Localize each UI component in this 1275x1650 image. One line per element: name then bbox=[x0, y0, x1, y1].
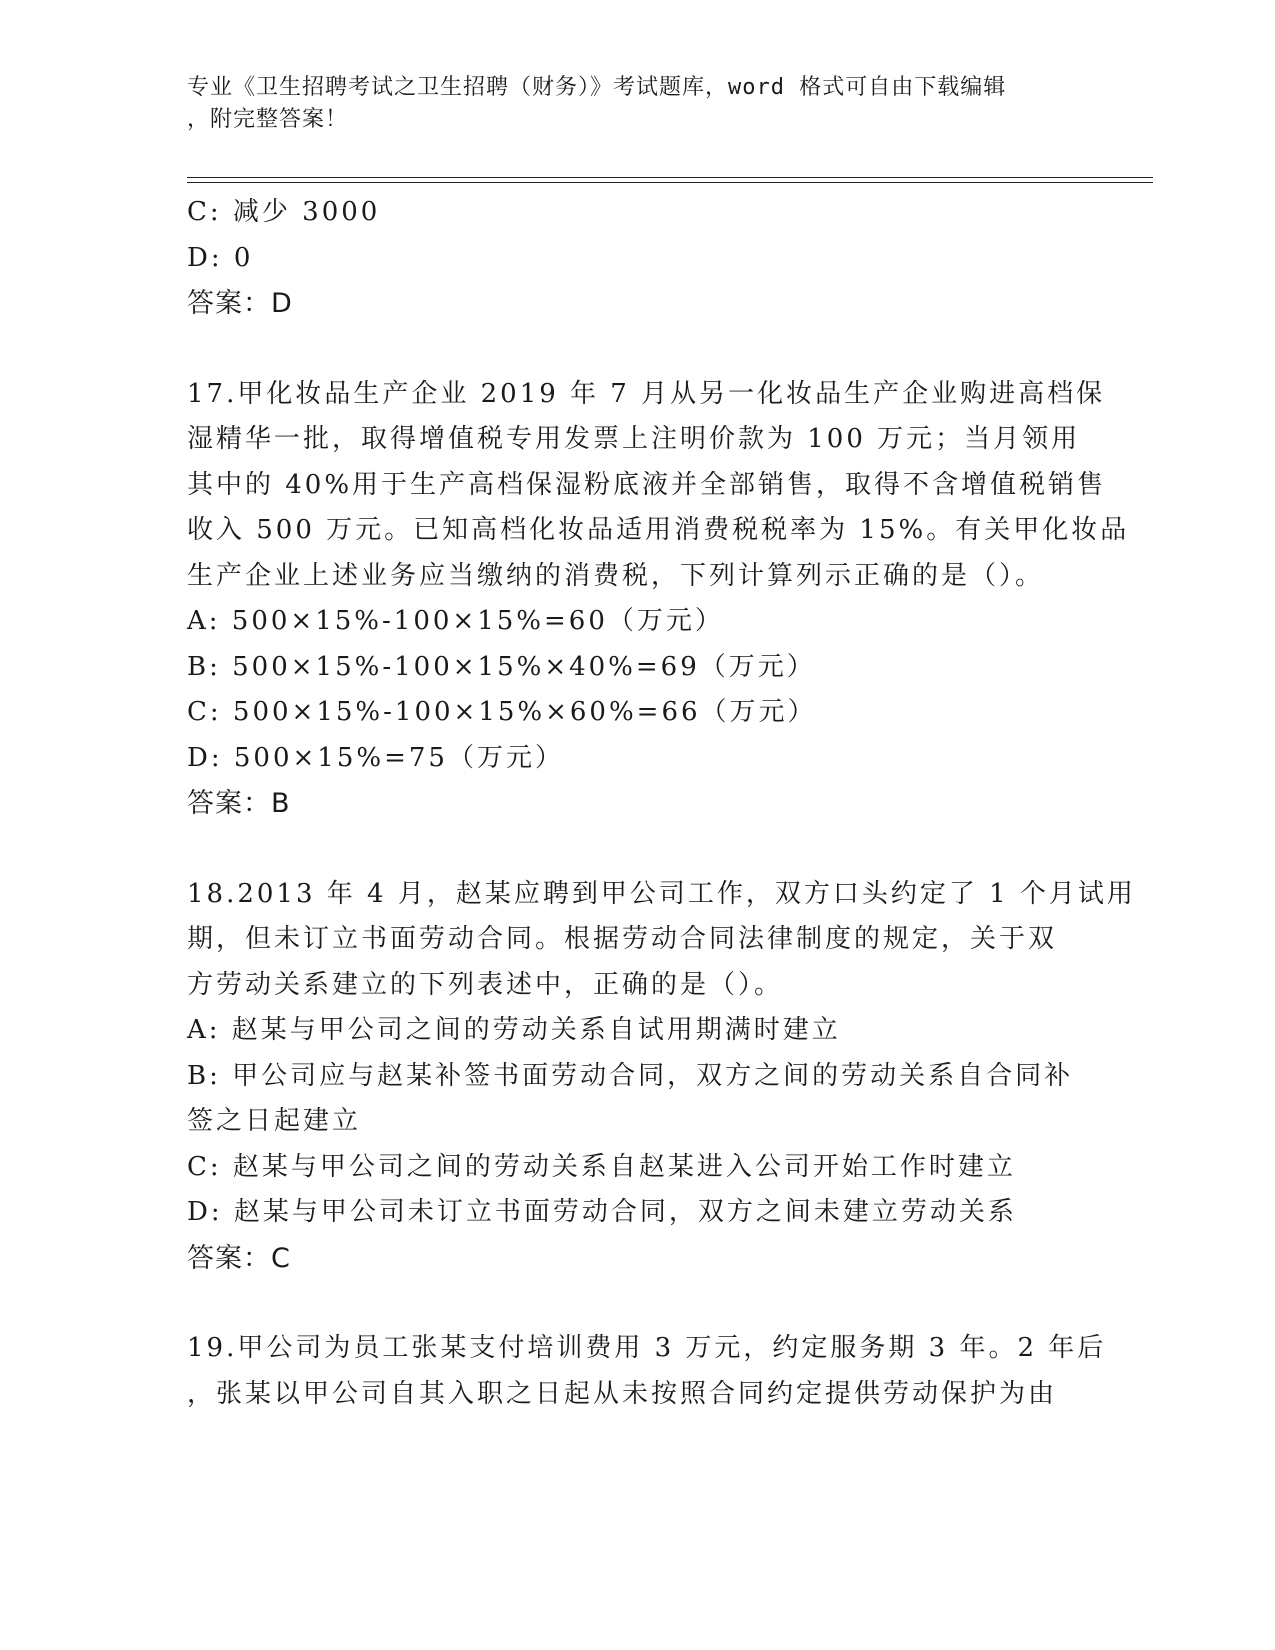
question-stem-line: 17.甲化妆品生产企业 2019 年 7 月从另一化妆品生产企业购进高档保 bbox=[187, 378, 1106, 409]
question-18 bbox=[187, 872, 1136, 1282]
question-stem-line: 收入 500 万元。已知高档化妆品适用消费税税率为 15%。有关甲化妆品 bbox=[187, 515, 1130, 545]
option-c: C: 500×15%-100×15%×60%=66（万元） bbox=[187, 697, 817, 727]
answer-line: 答案：C bbox=[187, 1242, 291, 1274]
option-d: D: 赵某与甲公司未订立书面劳动合同，双方之间未建立劳动关系 bbox=[187, 1197, 1017, 1227]
question-stem-line: 湿精华一批，取得增值税专用发票上注明价款为 100 万元；当月领用 bbox=[187, 424, 1081, 454]
question-stem-line: 期，但未订立书面劳动合同。根据劳动合同法律制度的规定，关于双 bbox=[187, 924, 1058, 954]
question-spacer bbox=[187, 1281, 1087, 1326]
question-stem-line: 18.2013 年 4 月，赵某应聘到甲公司工作，双方口头约定了 1 个月试用 bbox=[187, 878, 1136, 909]
option-b: B: 500×15%-100×15%×40%=69（万元） bbox=[187, 651, 816, 682]
option-a: A: 赵某与甲公司之间的劳动关系自试用期满时建立 bbox=[187, 1015, 841, 1045]
question-stem-line: 19.甲公司为员工张某支付培训费用 3 万元，约定服务期 3 年。2 年后 bbox=[187, 1333, 1107, 1363]
document-header bbox=[187, 72, 1087, 136]
option-a: A: 500×15%-100×15%=60（万元） bbox=[187, 606, 724, 636]
question-spacer bbox=[187, 827, 1087, 872]
option-d: D: 0 bbox=[187, 242, 254, 273]
header-divider-top bbox=[187, 177, 1153, 178]
header-line-2: ，附完整答案！ bbox=[187, 107, 349, 132]
question-17 bbox=[187, 372, 1130, 827]
previous-question-tail bbox=[187, 190, 1087, 327]
question-19 bbox=[187, 1326, 1107, 1417]
answer-line: 答案：D bbox=[187, 288, 293, 319]
question-spacer bbox=[187, 327, 1087, 372]
option-d: D: 500×15%=75（万元） bbox=[187, 742, 564, 773]
option-c: C: 赵某与甲公司之间的劳动关系自赵某进入公司开始工作时建立 bbox=[187, 1151, 1016, 1182]
answer-line: 答案：B bbox=[187, 788, 291, 819]
header-divider-bottom bbox=[187, 182, 1153, 183]
question-stem-line: 生产企业上述业务应当缴纳的消费税，下列计算列示正确的是（）。 bbox=[187, 560, 1045, 591]
option-b-continued: 签之日起建立 bbox=[187, 1106, 362, 1136]
header-line-1: 专业《卫生招聘考试之卫生招聘（财务）》考试题库，word 格式可自由下载编辑 bbox=[187, 75, 1007, 100]
question-stem-line: 其中的 40%用于生产高档保湿粉底液并全部销售，取得不含增值税销售 bbox=[187, 469, 1107, 500]
document-body bbox=[187, 190, 1136, 1417]
option-c: C: 减少 3000 bbox=[187, 197, 381, 227]
option-b: B: 甲公司应与赵某补签书面劳动合同，双方之间的劳动关系自合同补 bbox=[187, 1060, 1074, 1091]
question-stem-line: ，张某以甲公司自其入职之日起从未按照合同约定提供劳动保护为由 bbox=[187, 1378, 1058, 1409]
question-stem-line: 方劳动关系建立的下列表述中，正确的是（）。 bbox=[187, 969, 784, 1000]
